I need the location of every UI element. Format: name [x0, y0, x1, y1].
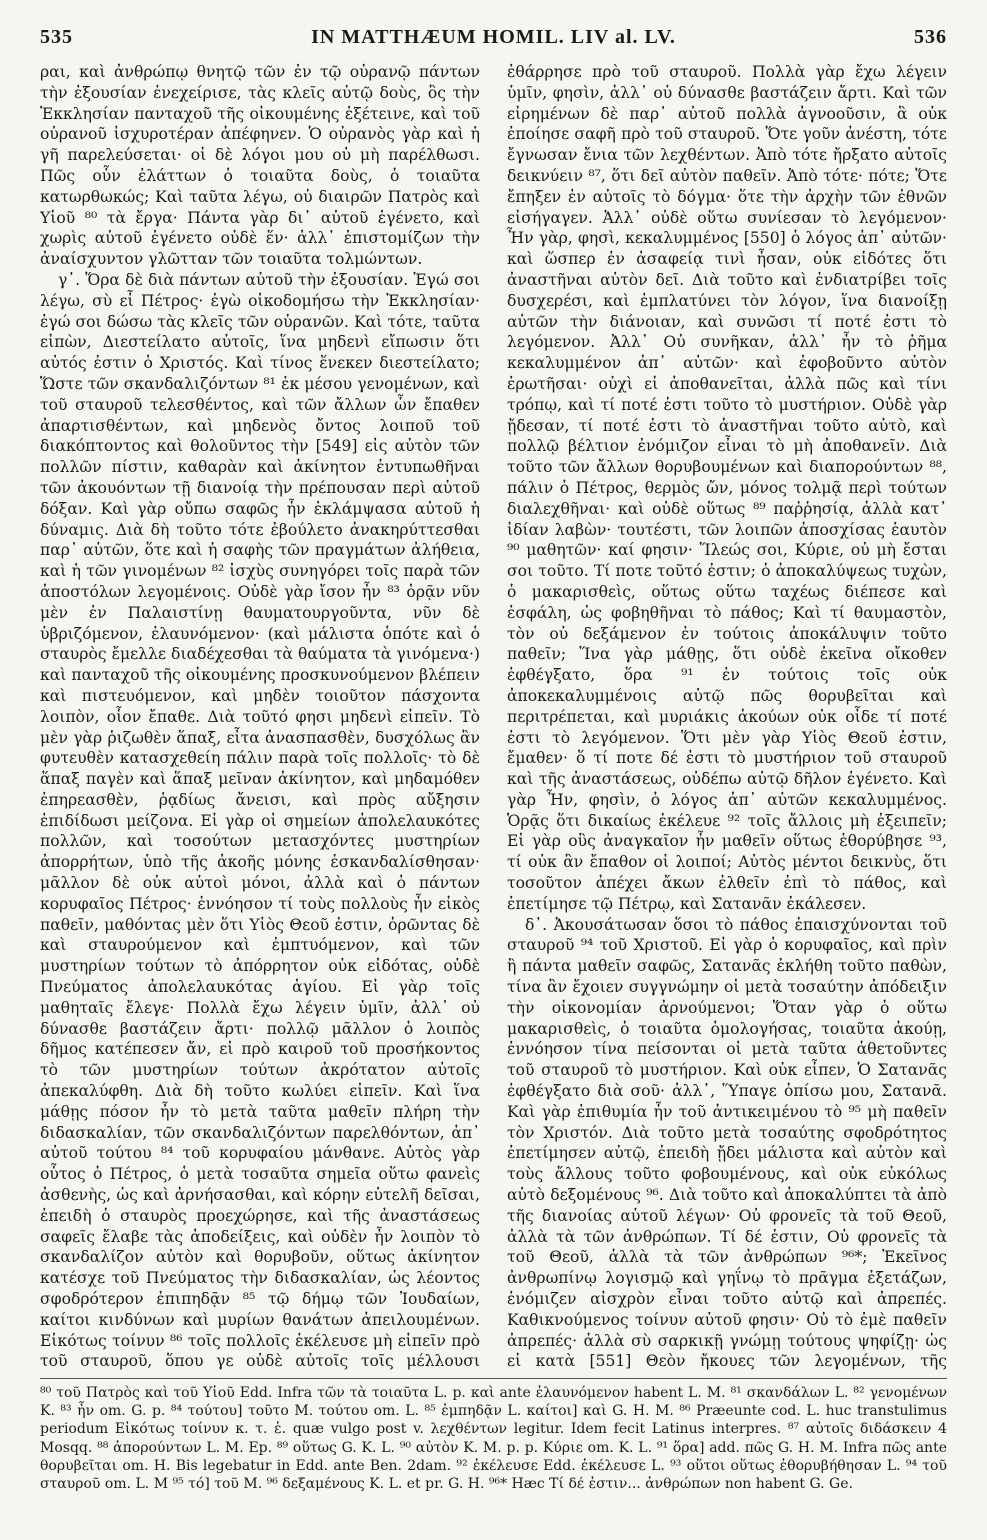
left-column	[40, 62, 480, 1372]
left-paragraph-2: γ᾽. Ὅρα δὲ διὰ πάντων αὐτοῦ τὴν ἐξουσίαν. Ἐγώ σοι λέγω, σὺ εἶ Πέτρος· ἐγὼ οἰκοδομήσω τὴν Ἐκκλησίαν· ἐγώ σοι δώσω τὰς κλεῖς τῶν οὐρανῶν. Καὶ τότε, ταῦτα εἰπὼν, Διεστείλατο αὐτοῖς, ἵνα μηδενὶ εἴπωσιν ὅτι αὐτός ἐστιν ὁ Χριστός. Καὶ τίνος ἕνεκεν διεστείλατο; Ὥστε τῶν σκανδαλιζόντων ⁸¹ ἐκ μέσου γενομένων, καὶ τοῦ σταυροῦ τελεσθέντος, καὶ τῶν ἄλλων ὧν ἔπαθεν ἀπαρτισθέντων, καὶ μηδενὸς ὄντος λοιποῦ τοῦ διακόπτοντος καὶ θολοῦντος τὴν [549] εἰς αὐτὸν τῶν πολλῶν πίστιν, καθαρὰν καὶ ἀκίνητον ἐντυπωθῆναι τῶν ἀκουόντων τῇ διανοίᾳ τὴν πρέπουσαν περὶ αὐτοῦ δόξαν. Καὶ γὰρ οὔπω σαφῶς ἦν ἐκλάμψασα αὐτοῦ ἡ δύναμις. Διὰ δὴ τοῦτο τότε ἐβούλετο ἀνακηρύττεσθαι παρ᾽ αὐτῶν, ὅτε καὶ ἡ σαφὴς τῶν πραγμάτων ἀλήθεια, καὶ ἡ τῶν γινομένων ⁸² ἰσχὺς συνηγόρει τοῖς παρὰ τῶν ἀποστόλων λεγομένοις. Οὐδὲ γὰρ ἴσον ἦν ⁸³ ὁρᾷν νῦν μὲν ἐν Παλαιστίνῃ θαυματουργοῦντα, νῦν δὲ ὑβριζόμενον, ἐλαυνόμενον· (καὶ μάλιστα ὁπότε καὶ ὁ σταυρὸς ἔμελλε διαδέχεσθαι τὰ θαύματα τὰ γινόμενα·) καὶ πανταχοῦ τῆς οἰκουμένης προσκυνούμενον βλέπειν καὶ πιστευόμενον, καὶ μηδὲν τοιοῦτον πάσχοντα λοιπὸν, οἷον ἔπαθε. Διὰ τοῦτό φησι μηδενὶ εἰπεῖν. Τὸ μὲν γὰρ ῥιζωθὲν ἅπαξ, εἶτα ἀνασπασθὲν, δυσχόλως ἂν φυτευθὲν κατασχεθείη πάλιν παρὰ τοῖς πολλοῖς· τὸ δὲ ἅπαξ παγὲν καὶ ἅπαξ μεῖναν ἀκίνητον, καὶ μηδαμόθεν ἐπηρεασθὲν, ῥᾳδίως ἄνεισι, καὶ πρὸς αὔξησιν ἐπιδίδωσι μείζονα. Εἰ γὰρ οἱ σημείων ἀπολελαυκότες πολλῶν, καὶ τοσούτων μετασχόντες μυστηρίων ἀπορρήτων, ὑπὸ τῆς ἀκοῆς μόνης ἐσκανδαλίσθησαν· μᾶλλον δὲ οὐκ αὐτοὶ μόνοι, ἀλλὰ καὶ ὁ πάντων κορυφαῖος Πέτρος· ἐννόησον τί τοὺς πολλοὺς ἦν εἰκὸς παθεῖν, μαθόντας μὲν ὅτι Υἱὸς Θεοῦ ἐστιν, ὁρῶντας δὲ καὶ σταυρούμενον καὶ ἐμπτυόμενον, καὶ τῶν μυστηρίων τούτων τὸ ἀπόρρητον οὐκ εἰδότας, οὐδὲ Πνεύματος ἀπολελαυκότας ἁγίου. Εἰ γὰρ τοῖς μαθηταῖς ἔλεγε· Πολλὰ ἔχω λέγειν ὑμῖν, ἀλλ᾽ οὐ δύνασθε βαστάζειν ἄρτι· πολλῷ μᾶλλον ὁ λοιπὸς δῆμος κατέπεσεν ἄν, εἰ πρὸ καιροῦ τοῦ προσήκοντος τὸ τῶν μυστηρίων τούτων ἀκρότατον αὐτοῖς ἀπεκαλύφθη. Διὰ δὴ τοῦτο κωλύει εἰπεῖν. Καὶ ἵνα μάθῃς πόσον ἦν τὸ μετὰ ταῦτα μαθεῖν πλήρη τὴν διδασκαλίαν, τῶν σκανδαλιζόντων παρελθόντων, ἀπ᾽ αὐτοῦ τούτου ⁸⁴ τοῦ κορυφαίου μάνθανε. Αὐτὸς γὰρ οὗτος ὁ Πέτρος, ὁ μετὰ τοσαῦτα σημεῖα οὕτω φανεὶς ἀσθενὴς, ὡς καὶ ἀρνήσασθαι, καὶ κόρην εὐτελῆ δεῖσαι, ἐπειδὴ ὁ σταυρὸς προεχώρησε, καὶ τῆς ἀναστάσεως σαφεῖς ἔλαβε τὰς ἀποδείξεις, καὶ οὐδὲν ἦν λοιπὸν τὸ σκανδαλίζον αὐτὸν καὶ θορυβοῦν, οὕτως ἀκίνητον κατέσχε τοῦ Πνεύματος τὴν διδασκαλίαν, ὡς λέοντος σφοδρότερον ἐπιπηδᾷν ⁸⁵ τῷ δήμῳ τῶν Ἰουδαίων, καίτοι κινδύνων καὶ μυρίων θανάτων ἀπειλουμένων. Εἰκότως τοίνυν ⁸⁶ τοῖς πολλοῖς ἐκέλευσε μὴ εἰπεῖν πρὸ τοῦ σταυροῦ, ὅπου γε οὐδὲ αὐτοῖς τοῖς μέλλουσι	[40, 270, 480, 1371]
footnote-divider	[40, 1378, 947, 1379]
footnotes: ⁸⁰ τοῦ Πατρὸς καὶ τοῦ Υἱοῦ Edd. Infra τῶν τὰ τοιαῦτα L. p. καὶ ante ἐλαυνόμενον habent L. M. ⁸¹ σκανδάλων L. ⁸² γενομένων K. ⁸³ ἦν om. G. p. ⁸⁴ τούτου] τοῦτο M. τούτου om. L. ⁸⁵ ἐμπηδᾷν L. καίτοι] καὶ G. H. M. ⁸⁶ Præeunte cod. L. huc transtulimus periodum Εἰκότως τοίνυν κ. τ. ἑ. quæ vulgo post v. λεχθέντων legitur. Idem fecit Latinus interpres. ⁸⁷ αὐτοῖς διδάσκειν 4 Mosqq. ⁸⁸ ἀπορούντων L. M. Ep. ⁸⁹ οὕτως G. K. L. ⁹⁰ αὐτὸν K. M. p. p. Κύριε om. K. L. ⁹¹ ὅρα] add. πῶς G. H. M. Infra πῶς ante θορυβεῖται om. H. Bis legebatur in Edd. ante Ben. 2dam. ⁹² ἐκέλευσε Edd. ἐκέλευσε L. ⁹³ οὕτοι οὕτως ἐθορυβήθησαν L. ⁹⁴ τοῦ σταυροῦ om. L. M ⁹⁵ τό] τοῦ M. ⁹⁶ δεξαμένους K. L. et pr. G. H. ⁹⁶* Hæc Τί δέ ἐστιν... ἀνθρώπων non habent G. Ge.	[40, 1385, 947, 1493]
page-header	[40, 20, 947, 54]
right-column	[507, 62, 947, 1372]
page-number-left: 535	[40, 26, 73, 48]
text-columns	[40, 62, 947, 1372]
left-paragraph-1: ραι, καὶ ἀνθρώπῳ θνητῷ τῶν ἐν τῷ οὐρανῷ πάντων τὴν ἐξουσίαν ἐνεχείρισε, τὰς κλεῖς αὐτῷ δοὺς, ὃς τὴν Ἐκκλησίαν πανταχοῦ τῆς οἰκουμένης ἐξέτεινε, καὶ τοῦ οὐρανοῦ ἰσχυροτέραν ἀπέφηνεν. Ὁ οὐρανὸς γὰρ καὶ ἡ γῆ παρελεύσεται· οἱ δὲ λόγοι μου οὐ μὴ παρέλθωσι. Πῶς οὖν ἐλάττων ὁ τοιαῦτα δοὺς, ὁ τοιαῦτα κατωρθωκώς; Καὶ ταῦτα λέγω, οὐ διαιρῶν Πατρὸς καὶ Υἱοῦ ⁸⁰ τὰ ἔργα· Πάντα γὰρ δι᾽ αὐτοῦ ἐγένετο, καὶ χωρὶς αὐτοῦ ἐγένετο οὐδὲ ἕν· ἀλλ᾽ ἐπιστομίζων τὴν ἀναίσχυντον γλῶτταν τῶν τοιαῦτα τολμώντων.	[40, 63, 480, 269]
page-number-right: 536	[914, 26, 947, 48]
right-paragraph-1: ἐθάρρησε πρὸ τοῦ σταυροῦ. Πολλὰ γὰρ ἔχω λέγειν ὑμῖν, φησὶν, ἀλλ᾽ οὐ δύνασθε βαστάζειν ἄρτι. Καὶ τῶν εἰρημένων δὲ παρ᾽ αὐτοῦ πολλὰ ἀγνοοῦσιν, ἃ οὐκ ἐποίησε σαφῆ πρὸ τοῦ σταυροῦ. Ὅτε γοῦν ἀνέστη, τότε ἔγνωσαν ἔνια τῶν λεχθέντων. Ἀπὸ τότε ἤρξατο αὐτοῖς δεικνύειν ⁸⁷, ὅτι δεῖ αὐτὸν παθεῖν. Ἀπὸ τότε· πότε; Ὅτε ἔπηξεν ἐν αὐτοῖς τὸ δόγμα· ὅτε τὴν ἀρχὴν τῶν ἐθνῶν εἰσήγαγεν. Ἀλλ᾽ οὐδὲ οὕτω συνίεσαν τὸ λεγόμενον· Ἦν γὰρ, φησὶ, κεκαλυμμένος [550] ὁ λόγος ἀπ᾽ αὐτῶν· καὶ ὥσπερ ἐν ἀσαφείᾳ τινὶ ἦσαν, οὐκ εἰδότες ὅτι ἀναστῆναι αὐτὸν δεῖ. Διὰ τοῦτο καὶ ἐνδιατρίβει τοῖς δυσχερέσι, καὶ ἐμπλατύνει τὸν λόγον, ἵνα διανοίξῃ αὐτῶν τὴν διάνοιαν, καὶ συνῶσι τί ποτέ ἐστι τὸ λεγόμενον. Ἀλλ᾽ Οὐ συνῆκαν, ἀλλ᾽ ἦν τὸ ῥῆμα κεκαλυμμένον ἀπ᾽ αὐτῶν· καὶ ἐφοβοῦντο αὐτὸν ἐρωτῆσαι· οὐχὶ εἰ ἀποθανεῖται, ἀλλὰ πῶς καὶ τίνι τρόπῳ, καὶ τί ποτέ ἐστι τοῦτο τὸ μυστήριον. Οὐδὲ γὰρ ᾔδεσαν, τί ποτέ ἐστι τὸ ἀναστῆναι τοῦτο αὐτὸ, καὶ πολλῷ βέλτιον ἐνόμιζον εἶναι τὸ μὴ ἀποθανεῖν. Διὰ τοῦτο τῶν ἄλλων θορυβουμένων καὶ διαπορούντων ⁸⁸, πάλιν ὁ Πέτρος, θερμὸς ὤν, μόνος τολμᾷ περὶ τούτων διαλεχθῆναι· καὶ οὐδὲ οὕτως ⁸⁹ παῤῥησίᾳ, ἀλλὰ κατ᾽ ἰδίαν λαβὼν· τουτέστι, τῶν λοιπῶν ἀποσχίσας ἑαυτὸν ⁹⁰ μαθητῶν· καί φησιν· Ἵλεώς σοι, Κύριε, οὐ μὴ ἔσται σοι τοῦτο. Τί ποτε τοῦτό ἐστιν; ὁ ἀποκαλύψεως τυχὼν, ὁ μακαρισθεὶς, οὕτως οὕτω ταχέως διέπεσε καὶ ἐσφάλη, ὡς φοβηθῆναι τὸ πάθος; Καὶ τί θαυμαστὸν, τὸν οὐ δεξάμενον ἐν τούτοις ἀποκάλυψιν τοῦτο παθεῖν; Ἵνα γὰρ μάθῃς, ὅτι οὐδὲ ἐκεῖνα οἴκοθεν ἐφθέγξατο, ὅρα ⁹¹ ἐν τούτοις τοῖς οὐκ ἀποκεκαλυμμένοις αὐτῷ πῶς θορυβεῖται καὶ περιτρέπεται, καὶ μυριάκις ἀκούων οὐκ οἶδε τί ποτέ ἐστι τὸ λεγόμενον. Ὅτι μὲν γὰρ Υἱὸς Θεοῦ ἐστιν, ἔμαθεν· ὅ τί ποτε δέ ἐστι τὸ μυστήριον τοῦ σταυροῦ καὶ τῆς ἀναστάσεως, οὐδέπω αὐτῷ δῆλον ἐγένετο. Καὶ γὰρ Ἦν, φησὶν, ὁ λόγος ἀπ᾽ αὐτῶν κεκαλυμμένος. Ὁρᾷς ὅτι δικαίως ἐκέλευε ⁹² τοῖς ἄλλοις μὴ ἐξειπεῖν; Εἰ γὰρ οὓς ἀναγκαῖον ἦν μαθεῖν οὕτως ἐθορύβησε ⁹³, τί οὐκ ἂν ἔπαθον οἱ λοιποί; Αὐτὸς μέντοι δεικνὺς, ὅτι τοσοῦτον ἀπέχει ἄκων ἐλθεῖν ἐπὶ τὸ πάθος, καὶ ἐπετίμησε τῷ Πέτρῳ, καὶ Σατανᾶν ἐκάλεσεν.	[507, 63, 947, 913]
right-paragraph-2: δ᾽. Ἀκουσάτωσαν ὅσοι τὸ πάθος ἐπαισχύνονται τοῦ σταυροῦ ⁹⁴ τοῦ Χριστοῦ. Εἰ γὰρ ὁ κορυφαῖος, καὶ πρὶν ἢ πάντα μαθεῖν σαφῶς, Σατανᾶς ἐκλήθη τοῦτο παθὼν, τίνα ἂν ἔχοιεν συγγνώμην οἱ μετὰ τοσαύτην ἀπόδειξιν τὴν οἰκονομίαν ἀρνούμενοι; Ὅταν γὰρ ὁ οὕτω μακαρισθεὶς, ὁ τοιαῦτα ὁμολογήσας, τοιαῦτα ἀκούῃ, ἐννόησον τίνα πείσονται οἱ μετὰ ταῦτα ἀθετοῦντες τοῦ σταυροῦ τὸ μυστήριον. Καὶ οὐκ εἶπεν, Ὁ Σατανᾶς ἐφθέγξατο διὰ σοῦ· ἀλλ᾽, Ὕπαγε ὀπίσω μου, Σατανᾶ. Καὶ γὰρ ἐπιθυμία ἦν τοῦ ἀντικειμένου τὸ ⁹⁵ μὴ παθεῖν τὸν Χριστόν. Διὰ τοῦτο μετὰ τοσαύτης σφοδρότητος ἐπετίμησεν αὐτῷ, ἐπειδὴ ᾔδει μάλιστα καὶ αὐτὸν καὶ τοὺς ἄλλους τοῦτο φοβουμένους, καὶ οὐκ εὐκόλως αὐτὸ δεξομένους ⁹⁶. Διὰ τοῦτο καὶ ἀποκαλύπτει τὰ ἀπὸ τῆς διανοίας αὐτοῦ λέγων· Οὐ φρονεῖς τὰ τοῦ Θεοῦ, ἀλλὰ τὰ τῶν ἀνθρώπων. Τί δέ ἐστιν, Οὐ φρονεῖς τὰ τοῦ Θεοῦ, ἀλλὰ τὰ τῶν ἀνθρώπων ⁹⁶*; Ἐκεῖνος ἀνθρωπίνῳ λογισμῷ καὶ γηΐνῳ τὸ πρᾶγμα ἐξετάζων, ἐνόμιζεν αἰσχρὸν εἶναι τοῦτο αὐτῷ καὶ ἀπρεπές. Καθικνούμενος τοίνυν αὐτοῦ φησιν· Οὐ τὸ ἐμὲ παθεῖν ἀπρεπές· ἀλλὰ σὺ σαρκικῇ γνώμῃ τούτους ψηφίζῃ· ὡς εἰ κατὰ [551] Θεὸν ἤκουες τῶν λεγομένων, τῆς	[507, 915, 947, 1371]
running-title: IN MATTHÆUM HOMIL. LIV al. LV.	[311, 26, 676, 48]
